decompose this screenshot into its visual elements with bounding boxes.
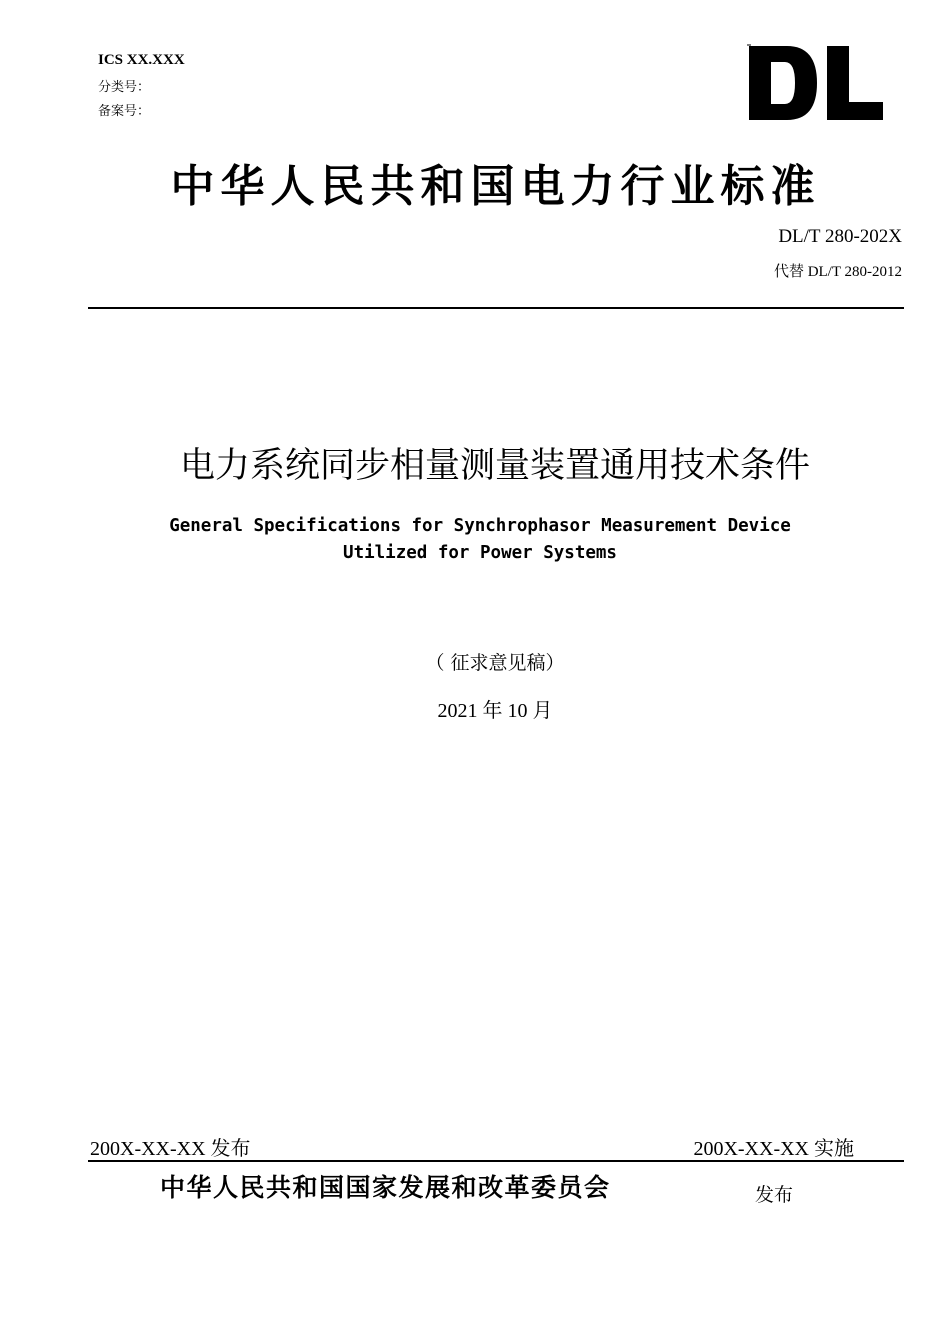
release-date: 200X-XX-XX 发布 [90, 1138, 251, 1160]
replaces-standard: 代替 DL/T 280-2012 [773, 264, 902, 280]
document-title-en-line2: Utilized for Power Systems [343, 543, 617, 563]
standard-category-title: 中华人民共和国电力行业标准 [170, 161, 821, 212]
issuing-authority: 中华人民共和国国家发展和改革委员会 [160, 1173, 611, 1202]
top-divider [88, 307, 904, 309]
logo-letter-d [749, 46, 817, 120]
record-number-label: 备案号： [98, 104, 151, 119]
draft-status: （ 征求意见稿） [425, 652, 565, 674]
issuer-suffix: 发布 [755, 1184, 794, 1206]
bottom-divider [88, 1160, 904, 1162]
document-title-cn: 电力系统同步相量测量装置通用技术条件 [179, 446, 810, 486]
document-title-en-line1: General Specifications for Synchrophasor Measurement Device [169, 516, 791, 536]
dl-logo [747, 44, 885, 122]
ics-code: ICS XX.XXX [98, 52, 185, 68]
logo-letter-l [827, 46, 883, 120]
draft-date: 2021 年 10 月 [437, 700, 553, 722]
standard-number: DL/T 280-202X [778, 226, 902, 247]
implementation-date: 200X-XX-XX 实施 [693, 1138, 854, 1160]
classification-label: 分类号： [98, 80, 151, 95]
